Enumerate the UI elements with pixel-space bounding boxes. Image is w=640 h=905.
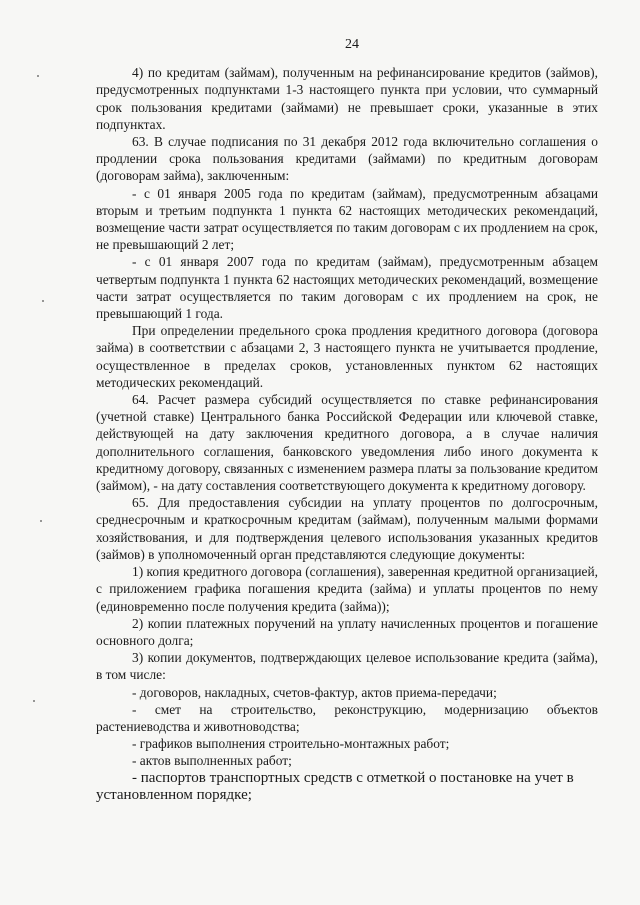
list-item-vehicle-passports: - паспортов транспортных средств с отметкой о постановке на учет в установленном порядке;	[96, 769, 574, 804]
paragraph-63-item-2005: - с 01 января 2005 года по кредитам (займам), предусмотренным абзацами вторым и третьим подпункта 1 пункта 62 настоящих методических рекомендаций, возмещение части затрат осуществляется по таким договорам с их продлением на срок, не превышающий 2 лет;	[96, 185, 598, 253]
list-item-schedules: - графиков выполнения строительно-монтажных работ;	[132, 736, 450, 752]
paragraph-63-item-2007: - с 01 января 2007 года по кредитам (займам), предусмотренным абзацем четвертым подпункта 1 пункта 62 настоящих методических рекомендаций, возмещение части затрат осуществляется по таким договорам с их продлением на срок, не превышающий 1 года.	[96, 254, 598, 322]
margin-speck	[42, 300, 44, 302]
page-number: 24	[345, 37, 359, 52]
margin-speck	[33, 700, 35, 702]
paragraph-65-item-3: 3) копии документов, подтверждающих целевое использование кредита (займа), в том числе:	[96, 650, 598, 683]
paragraph-63-extension-note: При определении предельного срока продления кредитного договора (договора займа) в соответствии с абзацами 2, 3 настоящего пункта не учитывается продление, осуществленное в пределах сроков, установленных пунктом 62 настоящих методических рекомендаций.	[96, 323, 598, 390]
document-page	[96, 36, 598, 805]
paragraph-62-item-4: 4) по кредитам (займам), полученным на рефинансирование кредитов (займов), предусмотренных подпунктами 1-3 настоящего пункта при условии, что суммарный срок пользования кредитами (займами) не превышает сроки, указанные в этих подпунктах.	[96, 65, 598, 132]
list-item-acts: - актов выполненных работ;	[132, 753, 292, 769]
margin-speck	[37, 75, 39, 77]
paragraph-64: 64. Расчет размера субсидий осуществляется по ставке рефинансирования (учетной ставке) Центрального банка Российской Федерации или ключевой ставке, действующей на дату заключения кредитного договора, а в случае наличия дополнительного соглашения, банковского уведомления либо иного документа к кредитному договору, связанных с изменением размера платы за пользование кредитом (займом), - на дату составления соответствующего документа к кредитному договору.	[96, 392, 598, 494]
paragraph-65-item-2: 2) копии платежных поручений на уплату начисленных процентов и погашение основного долга;	[96, 615, 598, 648]
list-item-estimates: - смет на строительство, реконструкцию, модернизацию объектов растениеводства и животноводства;	[96, 701, 598, 734]
paragraph-65-item-1: 1) копия кредитного договора (соглашения), заверенная кредитной организацией, с приложением графика погашения кредита (займа) и уплаты процентов по нему (единовременно после получения кредита (займа));	[96, 564, 598, 614]
paragraph-65: 65. Для предоставления субсидии на уплату процентов по долгосрочным, среднесрочным и краткосрочным кредитам (займам), полученным малыми формами хозяйствования, и для подтверждения целевого использования указанных кредитов (займов) в уполномоченный орган представляются следующие документы:	[96, 495, 598, 562]
list-item-contracts: - договоров, накладных, счетов-фактур, актов приема-передачи;	[132, 684, 497, 700]
margin-speck	[40, 520, 42, 522]
paragraph-63: 63. В случае подписания по 31 декабря 2012 года включительно соглашения о продлении срока пользования кредитами (займами) по кредитным договорам (договорам займа), заключенным:	[96, 134, 598, 184]
